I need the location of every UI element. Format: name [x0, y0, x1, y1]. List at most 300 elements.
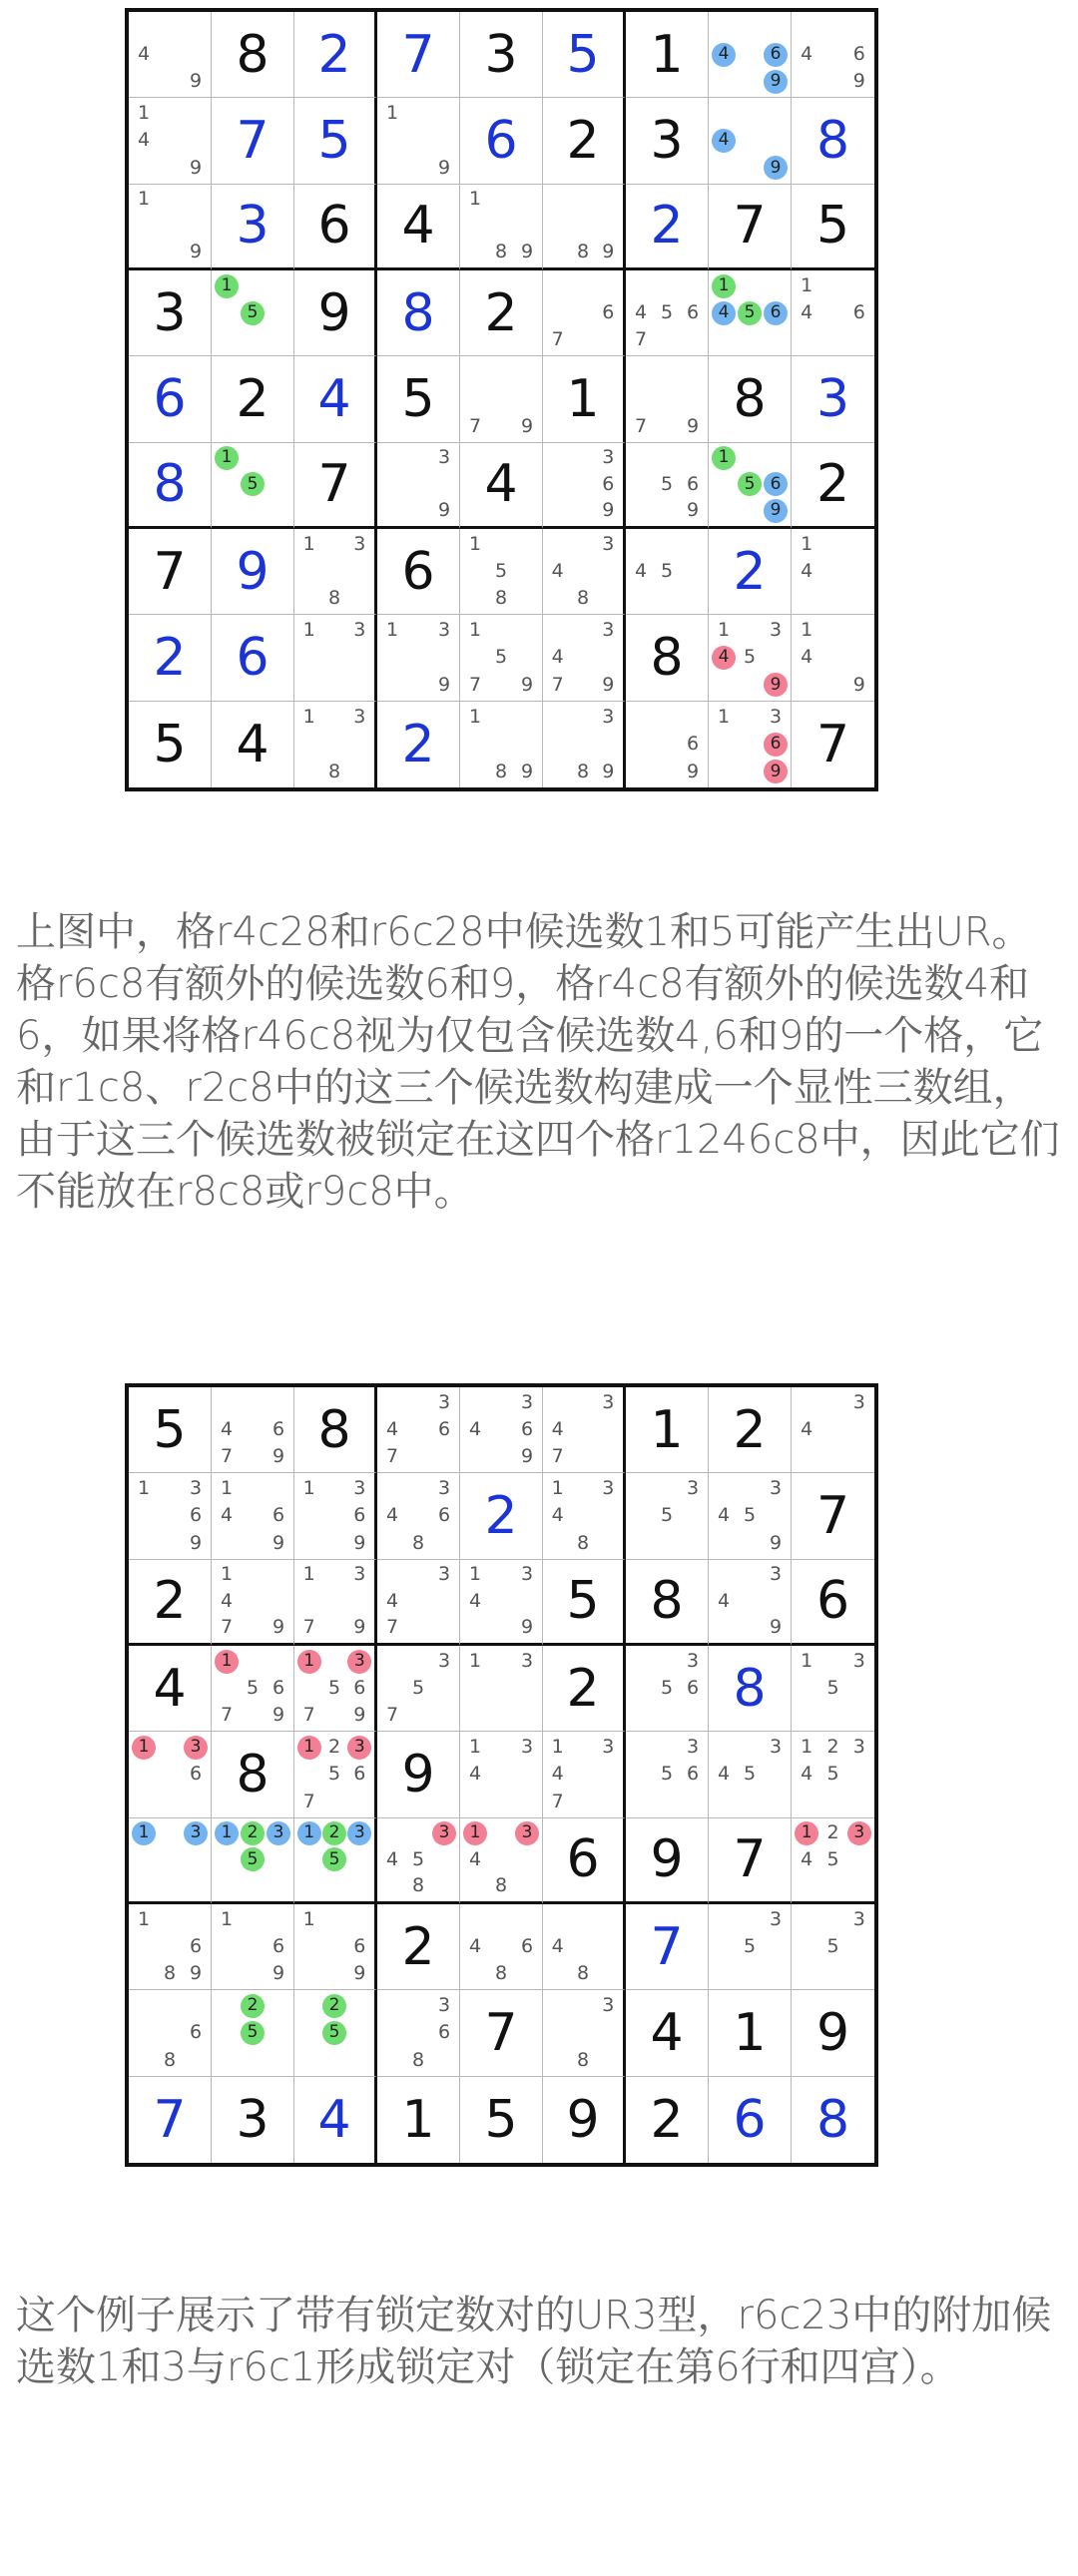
cell-r7c5[interactable] — [460, 529, 543, 615]
candidate-slot-empty — [545, 187, 570, 213]
cell-r6c1[interactable] — [129, 1818, 212, 1904]
cell-r5c9[interactable] — [792, 356, 874, 442]
candidate-slot-empty — [570, 1475, 595, 1502]
cell-r2c7[interactable] — [626, 98, 709, 184]
cell-r1c3[interactable] — [294, 1387, 377, 1473]
cell-r3c3[interactable] — [294, 185, 377, 270]
given-digit: 9 — [815, 2002, 850, 2063]
cell-r6c4[interactable] — [377, 443, 460, 529]
cell-r9c8[interactable] — [709, 702, 792, 787]
cell-r4c9[interactable] — [792, 270, 874, 356]
cell-r4c4[interactable] — [377, 1646, 460, 1732]
candidate-slot-empty — [157, 1734, 183, 1761]
candidate-slot-empty — [819, 1443, 845, 1470]
cell-r3c8[interactable] — [709, 1560, 792, 1646]
cell-r4c7[interactable] — [626, 270, 709, 356]
cell-r9c2[interactable] — [212, 702, 294, 787]
candidate-slot-empty — [379, 498, 405, 524]
candidate-slot-empty — [405, 100, 431, 127]
cell-r1c6[interactable] — [543, 1387, 626, 1473]
candidate-7: 7 — [385, 1704, 399, 1727]
cell-r9c6[interactable] — [543, 2077, 626, 2163]
cell-r5c2[interactable] — [212, 356, 294, 442]
cell-r5c6[interactable] — [543, 356, 626, 442]
cell-r9c1[interactable] — [129, 2077, 212, 2163]
cell-r8c9[interactable] — [792, 1990, 874, 2076]
candidate-3: 3 — [602, 1736, 615, 1759]
cell-r3c1[interactable] — [129, 1560, 212, 1646]
cell-r1c4[interactable] — [377, 12, 460, 98]
candidate-9: 9 — [769, 1531, 783, 1554]
cell-r6c5[interactable] — [460, 443, 543, 529]
cell-r6c8[interactable] — [709, 443, 792, 529]
given-digit: 2 — [650, 2089, 684, 2150]
candidate-slot-empty — [763, 127, 789, 154]
candidate-7: 7 — [302, 1704, 315, 1727]
explanation-paragraph-2: 这个例子展示了带有锁定数对的UR3型，r6c23中的附加候选数1和3与r6c1形成锁定对（锁定在第6行和四宫）。 — [16, 2293, 1052, 2390]
cell-r4c2[interactable] — [212, 270, 294, 356]
cell-r7c4[interactable] — [377, 529, 460, 615]
cell-r9c7[interactable] — [626, 2077, 709, 2163]
cell-r3c4[interactable] — [377, 1560, 460, 1646]
cell-r8c3[interactable] — [294, 1990, 377, 2076]
cell-r2c9[interactable] — [792, 1473, 874, 1559]
cell-r3c9[interactable] — [792, 1560, 874, 1646]
cell-r3c5[interactable] — [460, 185, 543, 270]
candidate-slot-empty — [514, 585, 540, 612]
cell-r3c6[interactable] — [543, 185, 626, 270]
candidate-slot-empty — [266, 471, 291, 497]
cell-r4c3[interactable] — [294, 1646, 377, 1732]
candidate-5: 5 — [327, 1763, 341, 1786]
given-digit: 2 — [566, 1658, 600, 1719]
cell-r4c6[interactable] — [543, 270, 626, 356]
candidate-slot-empty — [654, 731, 680, 758]
candidate-slot-empty — [654, 358, 680, 385]
candidate-slot-empty — [131, 2019, 157, 2046]
cell-r4c8[interactable] — [709, 1646, 792, 1732]
candidate-slot-empty — [488, 187, 514, 213]
cell-r5c6[interactable] — [543, 1732, 626, 1817]
candidate-slot-empty — [157, 14, 183, 41]
cell-r5c1[interactable] — [129, 1732, 212, 1817]
cell-r6c6[interactable] — [543, 1818, 626, 1904]
candidate-5: 5 — [743, 1504, 757, 1527]
candidate-slot-empty — [405, 1820, 431, 1846]
candidate-4: 4 — [137, 129, 151, 152]
given-digit: 2 — [484, 282, 518, 343]
candidate-3: 3 — [852, 1391, 865, 1414]
candidate-grid — [628, 445, 706, 524]
candidate-slot-empty — [570, 531, 595, 558]
candidate-slot-empty — [266, 326, 291, 353]
candidate-grid — [462, 704, 540, 785]
cell-r9c3[interactable] — [294, 702, 377, 787]
cell-r1c1[interactable] — [129, 1387, 212, 1473]
candidate-slot-empty — [763, 326, 789, 353]
cell-r8c6[interactable] — [543, 615, 626, 701]
cell-r6c4[interactable] — [377, 1818, 460, 1904]
cell-r5c7[interactable] — [626, 1732, 709, 1817]
cell-r3c5[interactable] — [460, 1560, 543, 1646]
cell-r3c7[interactable] — [626, 1560, 709, 1646]
placed-digit: 7 — [236, 110, 270, 171]
cell-r2c8[interactable] — [709, 98, 792, 184]
cell-r7c5[interactable] — [460, 1904, 543, 1990]
cell-r7c7[interactable] — [626, 529, 709, 615]
cell-r5c8[interactable] — [709, 356, 792, 442]
candidate-5: 5 — [660, 1763, 674, 1786]
candidate-slot-empty — [514, 1702, 540, 1729]
candidate-1: 1 — [468, 533, 482, 556]
cell-r4c5[interactable] — [460, 1646, 543, 1732]
cell-r5c9[interactable] — [792, 1732, 874, 1817]
candidate-slot-empty — [819, 326, 845, 353]
candidate-slot-empty — [214, 1530, 240, 1557]
cell-r8c5[interactable] — [460, 1990, 543, 2076]
cell-r2c1[interactable] — [129, 1473, 212, 1559]
cell-r9c2[interactable] — [212, 2077, 294, 2163]
candidate-slot-empty — [737, 1530, 763, 1557]
candidate-slot-empty — [183, 187, 209, 213]
cell-r3c2[interactable] — [212, 185, 294, 270]
cell-r6c2[interactable] — [212, 1818, 294, 1904]
candidate-grid — [379, 100, 457, 181]
cell-r4c3[interactable] — [294, 270, 377, 356]
candidate-slot-empty — [296, 672, 321, 699]
cell-r4c9[interactable] — [792, 1646, 874, 1732]
candidate-slot-empty — [296, 1502, 321, 1529]
cell-r7c2[interactable] — [212, 529, 294, 615]
cell-r1c2[interactable] — [212, 12, 294, 98]
cell-r3c7[interactable] — [626, 185, 709, 270]
candidate-slot-empty — [711, 1530, 737, 1557]
candidate-6: 6 — [602, 472, 615, 495]
candidate-8: 8 — [576, 2048, 590, 2071]
candidate-slot-empty — [131, 14, 157, 41]
cell-r4c1[interactable] — [129, 1646, 212, 1732]
cell-r4c4[interactable] — [377, 270, 460, 356]
candidate-slot-empty — [488, 1761, 514, 1788]
candidate-grid — [711, 445, 789, 524]
cell-r7c1[interactable] — [129, 529, 212, 615]
cell-r7c8[interactable] — [709, 529, 792, 615]
candidate-6: 6 — [437, 1418, 451, 1441]
cell-r2c6[interactable] — [543, 98, 626, 184]
cell-r8c6[interactable] — [543, 1990, 626, 2076]
candidate-slot-empty — [737, 41, 763, 68]
placed-digit: 4 — [317, 2089, 351, 2150]
candidate-3: 3 — [520, 1650, 534, 1673]
candidate-slot-empty — [737, 1588, 763, 1614]
cell-r1c9[interactable] — [792, 1387, 874, 1473]
candidate-9: 9 — [602, 673, 615, 696]
cell-r6c2[interactable] — [212, 443, 294, 529]
candidate-slot-empty — [214, 1675, 240, 1702]
candidate-slot-empty — [266, 498, 291, 524]
cell-r3c3[interactable] — [294, 1560, 377, 1646]
cell-r4c7[interactable] — [626, 1646, 709, 1732]
cell-r6c7[interactable] — [626, 1818, 709, 1904]
candidate-9: 9 — [437, 499, 451, 522]
candidate-slot-empty — [819, 1389, 845, 1416]
candidate-slot-empty — [794, 1389, 819, 1416]
candidate-6: 6 — [437, 1504, 451, 1527]
cell-r9c1[interactable] — [129, 702, 212, 787]
cell-r8c5[interactable] — [460, 615, 543, 701]
candidate-9: 9 — [520, 241, 534, 263]
cell-r6c8[interactable] — [709, 1818, 792, 1904]
cell-r5c5[interactable] — [460, 1732, 543, 1817]
candidate-slot-empty — [488, 1443, 514, 1470]
candidate-slot-empty — [737, 1789, 763, 1815]
cell-r6c5[interactable] — [460, 1818, 543, 1904]
candidate-grid — [794, 1820, 872, 1899]
candidate-slot-empty — [545, 1992, 570, 2019]
cell-r9c4[interactable] — [377, 2077, 460, 2163]
candidate-slot-empty — [131, 1502, 157, 1529]
candidate-3: 3 — [602, 446, 615, 469]
candidate-slot-empty — [596, 2019, 621, 2046]
cell-r9c6[interactable] — [543, 702, 626, 787]
candidate-grid — [296, 1648, 372, 1729]
candidate-slot-empty — [347, 759, 372, 785]
candidate-slot-empty — [431, 100, 457, 127]
candidate-slot-empty — [596, 644, 621, 671]
cell-r2c7[interactable] — [626, 1473, 709, 1559]
candidate-slot-empty — [321, 1530, 346, 1557]
cell-r7c4[interactable] — [377, 1904, 460, 1990]
cell-r8c1[interactable] — [129, 1990, 212, 2076]
candidate-3-highlight: 3 — [347, 1821, 371, 1845]
candidate-slot-empty — [488, 704, 514, 731]
candidate-grid — [214, 445, 291, 524]
candidate-slot-empty — [379, 2019, 405, 2046]
cell-r4c5[interactable] — [460, 270, 543, 356]
candidate-slot-empty — [488, 1588, 514, 1614]
candidate-slot-empty — [431, 1675, 457, 1702]
cell-r2c3[interactable] — [294, 98, 377, 184]
cell-r9c4[interactable] — [377, 702, 460, 787]
cell-r7c2[interactable] — [212, 1904, 294, 1990]
candidate-grid — [214, 1389, 291, 1470]
candidate-slot-empty — [711, 672, 737, 699]
given-digit: 8 — [236, 24, 270, 85]
cell-r7c7[interactable] — [626, 1904, 709, 1990]
candidate-3-highlight: 3 — [515, 1821, 539, 1845]
cell-r4c6[interactable] — [543, 1646, 626, 1732]
cell-r8c4[interactable] — [377, 1990, 460, 2076]
candidate-slot-empty — [379, 1562, 405, 1588]
cell-r2c2[interactable] — [212, 1473, 294, 1559]
cell-r1c1[interactable] — [129, 12, 212, 98]
candidate-slot-empty — [183, 14, 209, 41]
candidate-slot-empty — [763, 1960, 789, 1987]
candidate-slot-empty — [514, 531, 540, 558]
candidate-grid — [794, 1648, 872, 1729]
cell-r1c9[interactable] — [792, 12, 874, 98]
placed-digit: 2 — [650, 196, 684, 257]
cell-r5c3[interactable] — [294, 1732, 377, 1817]
placed-digit: 3 — [815, 368, 850, 429]
cell-r6c1[interactable] — [129, 443, 212, 529]
candidate-3: 3 — [602, 1477, 615, 1500]
cell-r6c7[interactable] — [626, 443, 709, 529]
cell-r7c9[interactable] — [792, 529, 874, 615]
cell-r9c5[interactable] — [460, 2077, 543, 2163]
cell-r8c2[interactable] — [212, 1990, 294, 2076]
cell-r5c2[interactable] — [212, 1732, 294, 1817]
candidate-slot-empty — [462, 1389, 488, 1416]
cell-r9c5[interactable] — [460, 702, 543, 787]
candidate-grid — [214, 1648, 291, 1729]
cell-r5c3[interactable] — [294, 356, 377, 442]
cell-r6c9[interactable] — [792, 443, 874, 529]
cell-r9c3[interactable] — [294, 2077, 377, 2163]
cell-r8c4[interactable] — [377, 615, 460, 701]
candidate-2: 2 — [327, 1736, 341, 1759]
cell-r2c5[interactable] — [460, 98, 543, 184]
given-digit: 8 — [236, 1744, 270, 1804]
candidate-slot-empty — [680, 326, 706, 353]
cell-r9c9[interactable] — [792, 702, 874, 787]
cell-r3c9[interactable] — [792, 185, 874, 270]
cell-r8c7[interactable] — [626, 615, 709, 701]
cell-r1c8[interactable] — [709, 12, 792, 98]
candidate-slot-empty — [763, 272, 789, 299]
cell-r2c5[interactable] — [460, 1473, 543, 1559]
candidate-slot-empty — [846, 14, 872, 41]
candidate-7: 7 — [220, 1616, 234, 1639]
cell-r8c9[interactable] — [792, 615, 874, 701]
cell-r3c8[interactable] — [709, 185, 792, 270]
cell-r7c8[interactable] — [709, 1904, 792, 1990]
cell-r1c7[interactable] — [626, 1387, 709, 1473]
cell-r8c1[interactable] — [129, 615, 212, 701]
candidate-4: 4 — [801, 1847, 813, 1870]
cell-r8c7[interactable] — [626, 1990, 709, 2076]
candidate-slot-empty — [488, 213, 514, 239]
cell-r2c3[interactable] — [294, 1473, 377, 1559]
candidate-slot-empty — [819, 1906, 845, 1933]
cell-r2c4[interactable] — [377, 98, 460, 184]
candidate-5: 5 — [743, 646, 757, 669]
cell-r4c8[interactable] — [709, 270, 792, 356]
cell-r1c5[interactable] — [460, 12, 543, 98]
cell-r2c4[interactable] — [377, 1473, 460, 1559]
cell-r6c9[interactable] — [792, 1818, 874, 1904]
cell-r1c7[interactable] — [626, 12, 709, 98]
candidate-slot-empty — [570, 1416, 595, 1443]
candidate-slot-empty — [545, 498, 570, 524]
candidate-8: 8 — [494, 241, 508, 263]
candidate-slot-empty — [545, 299, 570, 326]
cell-r5c5[interactable] — [460, 356, 543, 442]
cell-r7c1[interactable] — [129, 1904, 212, 1990]
candidate-slot-empty — [321, 617, 346, 644]
candidate-grid — [462, 1734, 540, 1814]
cell-r1c8[interactable] — [709, 1387, 792, 1473]
cell-r7c3[interactable] — [294, 1904, 377, 1990]
cell-r1c5[interactable] — [460, 1387, 543, 1473]
cell-r2c6[interactable] — [543, 1473, 626, 1559]
cell-r1c2[interactable] — [212, 1387, 294, 1473]
candidate-slot-empty — [488, 1933, 514, 1960]
cell-r6c3[interactable] — [294, 443, 377, 529]
cell-r1c6[interactable] — [543, 12, 626, 98]
cell-r5c4[interactable] — [377, 356, 460, 442]
cell-r6c6[interactable] — [543, 443, 626, 529]
candidate-5: 5 — [327, 1677, 341, 1700]
cell-r2c1[interactable] — [129, 98, 212, 184]
cell-r8c8[interactable] — [709, 615, 792, 701]
candidate-slot-empty — [794, 1675, 819, 1702]
candidate-slot-empty — [570, 187, 595, 213]
cell-r9c7[interactable] — [626, 702, 709, 787]
candidate-slot-empty — [737, 759, 763, 785]
cell-r3c4[interactable] — [377, 185, 460, 270]
cell-r3c2[interactable] — [212, 1560, 294, 1646]
cell-r8c2[interactable] — [212, 615, 294, 701]
cell-r7c6[interactable] — [543, 529, 626, 615]
cell-r7c6[interactable] — [543, 1904, 626, 1990]
cell-r3c1[interactable] — [129, 185, 212, 270]
candidate-4: 4 — [220, 1589, 234, 1612]
cell-r8c8[interactable] — [709, 1990, 792, 2076]
candidate-slot-empty — [214, 326, 240, 353]
candidate-slot-empty — [157, 100, 183, 127]
candidate-6: 6 — [686, 301, 700, 324]
candidate-4: 4 — [634, 301, 648, 324]
candidate-slot-empty — [514, 1960, 540, 1987]
cell-r6c3[interactable] — [294, 1818, 377, 1904]
cell-r9c8[interactable] — [709, 2077, 792, 2163]
given-digit: 4 — [236, 714, 270, 774]
cell-r5c7[interactable] — [626, 356, 709, 442]
candidate-1: 1 — [220, 1477, 234, 1500]
cell-r1c4[interactable] — [377, 1387, 460, 1473]
cell-r5c8[interactable] — [709, 1732, 792, 1817]
candidate-7: 7 — [634, 414, 648, 437]
candidate-grid — [545, 445, 621, 524]
candidate-9: 9 — [520, 760, 534, 782]
candidate-3: 3 — [437, 1477, 451, 1500]
candidate-1: 1 — [551, 1477, 564, 1500]
cell-r5c4[interactable] — [377, 1732, 460, 1817]
placed-digit: 7 — [401, 24, 435, 85]
cell-r8c3[interactable] — [294, 615, 377, 701]
cell-r2c8[interactable] — [709, 1473, 792, 1559]
cell-r4c1[interactable] — [129, 270, 212, 356]
given-digit: 1 — [566, 368, 600, 429]
candidate-slot-empty — [488, 1615, 514, 1641]
cell-r9c9[interactable] — [792, 2077, 874, 2163]
cell-r7c9[interactable] — [792, 1904, 874, 1990]
placed-digit: 2 — [733, 541, 767, 602]
candidate-grid — [545, 531, 621, 612]
candidate-slot-empty — [737, 1475, 763, 1502]
cell-r2c2[interactable] — [212, 98, 294, 184]
cell-r3c6[interactable] — [543, 1560, 626, 1646]
cell-r2c9[interactable] — [792, 98, 874, 184]
candidate-grid — [711, 14, 789, 95]
candidate-5: 5 — [494, 646, 508, 669]
cell-r5c1[interactable] — [129, 356, 212, 442]
cell-r1c3[interactable] — [294, 12, 377, 98]
cell-r4c2[interactable] — [212, 1646, 294, 1732]
cell-r7c3[interactable] — [294, 529, 377, 615]
candidate-6: 6 — [520, 1935, 534, 1958]
